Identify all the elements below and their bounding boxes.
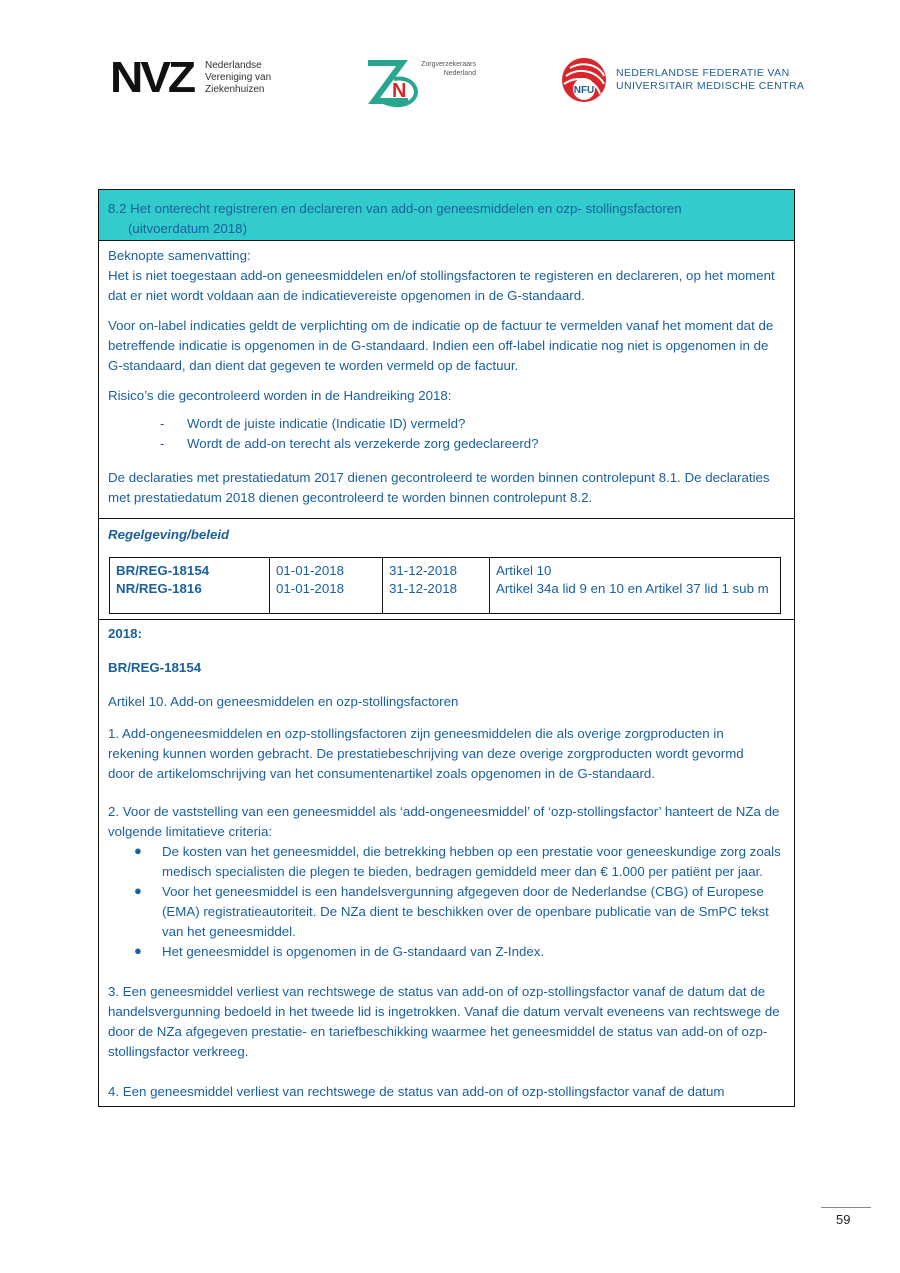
regulation-label: Regelgeving/beleid xyxy=(108,527,230,542)
law-paragraph-2: 2. Voor de vaststelling van een geneesmiddel als ‘add-ongeneesmiddel’ of ‘ozp-stollingsfactor’ hanteert de NZa de volgende limitatieve criteria: xyxy=(108,804,780,839)
law-paragraph-3: 3. Een geneesmiddel verliest van rechtswege de status van add-on of ozp-stollingsfactor vanaf de datum dat de handelsvergunning bedoeld in het tweede lid is ingetrokken. Vanaf die datum vervalt eveneens van rechtswege de door de NZa afgegeven prestatie- en tariefbeschikking waarmee het geneesmiddel de status van add-on of ozp-stollingsfactor verkreeg. xyxy=(108,984,780,1059)
closing-paragraph: De declaraties met prestatiedatum 2017 dienen gecontroleerd te worden binnen controlepunt 8.1. De declaraties met prestatiedatum 2018 dienen gecontroleerd te worden binnen controlepunt 8.2. xyxy=(108,470,770,505)
article-number: Artikel 10 xyxy=(108,694,164,709)
risk-text: Wordt de add-on terecht als verzekerde zorg gedeclareerd? xyxy=(187,436,539,451)
article-cell xyxy=(490,558,781,614)
risk-item xyxy=(108,434,784,454)
bullet-dot: ● xyxy=(134,843,142,858)
section-title-date: (uitvoerdatum 2018) xyxy=(128,221,247,236)
nvz-logo-text xyxy=(205,60,271,96)
end-date: 31-12-2018 xyxy=(389,563,458,578)
summary-row xyxy=(99,240,794,518)
section-title-row xyxy=(99,190,794,240)
start-date: 01-01-2018 xyxy=(276,581,345,596)
bullet-dot: ● xyxy=(134,943,142,958)
end-date-cell xyxy=(383,558,490,614)
start-date-cell xyxy=(270,558,383,614)
footer-rule xyxy=(821,1207,871,1208)
table-row xyxy=(110,558,781,614)
article-ref: Artikel 10 xyxy=(496,563,552,578)
nfu-logo-text xyxy=(616,67,804,93)
law-paragraph-4: 4. Een geneesmiddel verliest van rechtswege de status van add-on of ozp-stollingsfactor vanaf de datum xyxy=(108,1084,725,1099)
law-year: 2018: xyxy=(108,626,143,641)
on-label-paragraph: Voor on-label indicaties geldt de verplichting om de indicatie op de factuur te vermelden vanaf het moment dat de betreffende indicatie is opgenomen in de G-standaard. Indien een off-label indicatie nog niet is opgenomen in de G-standaard, dan dient dat gegeven te worden vermeld op de factuur. xyxy=(108,318,774,373)
risk-text: Wordt de juiste indicatie (Indicatie ID) vermeld? xyxy=(187,416,466,431)
reg-id-cell xyxy=(110,558,270,614)
bullet-dot: ● xyxy=(134,883,142,898)
zn-logo-icon xyxy=(364,57,424,109)
zn-logo-line: Nederland xyxy=(443,70,476,77)
header-logos xyxy=(0,52,900,112)
page-number: 59 xyxy=(836,1212,851,1227)
article-title: . Add-on geneesmiddelen en ozp-stollingsfactoren xyxy=(163,694,459,709)
criteria-item xyxy=(108,842,784,882)
article-heading xyxy=(108,692,784,712)
start-date: 01-01-2018 xyxy=(276,563,345,578)
criteria-text: Het geneesmiddel is opgenomen in de G-standaard van Z-Index. xyxy=(162,944,545,959)
regulation-table xyxy=(109,557,781,614)
summary-text: Het is niet toegestaan add-on geneesmiddelen en/of stollingsfactoren te registeren en declareren, op het moment dat er niet wordt voldaan aan de indicatievereiste opgenomen in de G-standaard. xyxy=(108,268,775,303)
nfu-logo-line: NEDERLANDSE FEDERATIE VAN xyxy=(616,67,790,79)
regulation-row xyxy=(99,518,794,619)
nfu-logo-line: UNIVERSITAIR MEDISCHE CENTRA xyxy=(616,80,805,92)
risks-label: Risico’s die gecontroleerd worden in de Handreiking 2018: xyxy=(108,388,452,403)
article-ref: Artikel 34a lid 9 en 10 en Artikel 37 lid 1 sub m xyxy=(496,581,769,596)
law-reg-id: BR/REG-18154 xyxy=(108,660,202,675)
reg-id: BR/REG-18154 xyxy=(116,563,210,578)
criteria-item xyxy=(108,882,784,942)
control-point-table xyxy=(98,189,795,1107)
criteria-text: Voor het geneesmiddel is een handelsvergunning afgegeven door de Nederlandse (CBG) of Europese (EMA) registratieautoriteit. De NZa dient te beschikken over de openbare publicatie van de SmPC tekst van het geneesmiddel. xyxy=(162,884,769,939)
reg-id: NR/REG-1816 xyxy=(116,581,202,596)
risks-list xyxy=(108,414,784,454)
section-title: 8.2 Het onterecht registreren en declareren van add-on geneesmiddelen en ozp- stollingsfactoren xyxy=(108,201,682,216)
nfu-mark: NFU xyxy=(573,85,595,96)
risk-item xyxy=(108,414,784,434)
zn-logo-text xyxy=(416,60,476,78)
zn-logo xyxy=(364,56,484,110)
nvz-logo xyxy=(110,53,272,102)
summary-label: Beknopte samenvatting: xyxy=(108,248,251,263)
zn-logo-line: Zorgverzekeraars xyxy=(421,61,476,68)
law-text-row xyxy=(99,619,794,1106)
dash-bullet: - xyxy=(160,436,165,451)
nvz-logo-line: Nederlandse xyxy=(205,60,262,71)
nvz-logo-mark: NVZ xyxy=(110,53,193,102)
law-paragraph-1: 1. Add-ongeneesmiddelen en ozp-stollingsfactoren zijn geneesmiddelen die als overige zorgproducten in rekening kunnen worden gebracht. De prestatiebeschrijving van deze overige zorgproducten wordt gevormd door de artikelomschrijving van het consumentenartikel zoals opgenomen in de G-standaard. xyxy=(108,726,744,781)
criteria-item xyxy=(108,942,784,962)
nfu-logo xyxy=(560,56,804,104)
nvz-logo-line: Vereniging van xyxy=(205,72,272,83)
criteria-list xyxy=(108,842,784,962)
criteria-text: De kosten van het geneesmiddel, die betrekking hebben op een prestatie voor geneeskundige zorg zoals medisch specialisten die plegen te bieden, bedragen gemiddeld meer dan € 1.000 per patiënt per jaar. xyxy=(162,844,781,879)
end-date: 31-12-2018 xyxy=(389,581,458,596)
nvz-logo-line: Ziekenhuizen xyxy=(205,84,265,95)
dash-bullet: - xyxy=(160,416,165,431)
nfu-logo-icon xyxy=(560,56,608,104)
zn-n-glyph: N xyxy=(392,80,407,102)
